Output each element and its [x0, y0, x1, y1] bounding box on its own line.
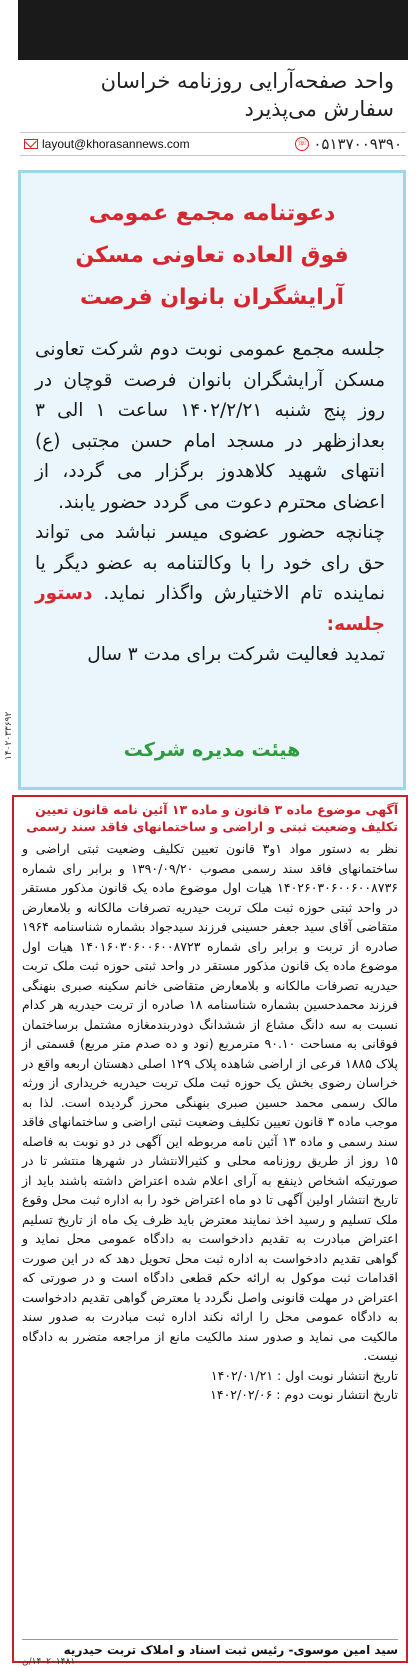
- notice-1-code: ۱۴۰۲۰۳۳۶۹۲: [4, 711, 14, 760]
- contact-row: [20, 132, 406, 156]
- second-publish-date: تاریخ انتشار نوبت دوم : ۱۴۰۲/۰۲/۰۶: [210, 1387, 398, 1402]
- registration-notice: [12, 795, 408, 1667]
- notice-body: [35, 335, 385, 671]
- phone-number: ۰۵۱۳۷۰۰۹۳۹۰: [313, 136, 402, 153]
- top-black-bar: [18, 0, 408, 60]
- notice-paragraph-2: چنانچه حضور عضوی میسر نباشد می تواند حق رای خود را با وکالتنامه به عضو دیگر یا نماینده تام الاختیارش واگذار نماید.: [35, 522, 385, 604]
- board-signature: هیئت مدیره شرکت: [123, 739, 301, 761]
- notice-title-line-3: آرایشگران بانوان فرصت: [79, 285, 345, 310]
- registry-signature: سید امین موسوی- رئیس ثبت اسناد و املاک تربت حیدریه: [22, 1639, 398, 1657]
- mail-icon: [24, 139, 38, 149]
- notice-2-code: ۱۴۰۲۰۱۴۸۱/ن: [22, 1657, 76, 1667]
- layout-ad-title: واحد صفحه‌آرایی روزنامه خراسان: [100, 69, 394, 93]
- agenda-label: دستور جلسه:: [35, 583, 385, 635]
- email-address: layout@khorasannews.com: [42, 137, 190, 151]
- layout-ad-subtitle: سفارش می‌پذیرد: [244, 97, 394, 121]
- registration-notice-title: آگهی موضوع ماده ۳ قانون و ماده ۱۳ آئین نامه قانون تعیین تکلیف وضعیت ثبتی و اراضی و ساختمانهای فاقد سند رسمی: [26, 802, 398, 834]
- notice-paragraph-1: جلسه مجمع عمومی نوبت دوم شرکت تعاونی مسکن آرایشگران بانوان فرصت قوچان در روز پنج شنبه ۱۴۰۲/۲/۲۱ ساعت ۱ الی ۳ بعدازظهر در مسجد امام حسن مجتبی (ع) انتهای شهید کلاهدوز برگزار می گردد، از اعضای محترم دعوت می گردد حضور یابند.: [35, 339, 385, 513]
- phone-icon: ☏: [295, 137, 309, 151]
- email-contact[interactable]: [20, 137, 190, 151]
- notice-title-line-1: دعوتنامه مجمع عمومی: [88, 201, 336, 226]
- registration-paragraph: نظر به دستور مواد ۱و۳ قانون تعیین تکلیف وضعیت ثبتی اراضی و ساختمانهای فاقد سند رسمی مصوب ۱۳۹۰/۰۹/۲۰ و برابر رای شماره ۱۴۰۲۶۰۳۰۶۰۰۶۰۰۸۷۳۶ هیات اول موضوع ماده یک قانون مذکور مستقر در واحد ثبتی حوزه ثبت ملک تربت حیدریه تصرفات مالکانه و بلامعارض متقاضی آقای سید جعفر حسینی فرزند سیدجواد بشماره شناسنامه ۱۹۶۴ صادره از تربت و برابر رای شماره ۱۴۰۱۶۰۳۰۶۰۰۶۰۰۸۷۲۳ هیات اول موضوع ماده یک قانون مذکور مستقر در واحد ثبتی حوزه ثبت ملک تربت حیدریه تصرفات مالکانه و بلامعارض متقاضی خانم سکینه صبری بنهنگی فرزند محمدحسین بشماره شناسنامه ۱۸ صادره از تربت حیدریه هر کدام نسبت به سه دانگ مشاع از ششدانگ دودربندمغازه مشتمل برساختمان فوقانی به مساحت ۹۰.۱۰ مترمربع (نود و ده صدم متر مربع) قسمتی از پلاک ۱۸۸۵ فرعی از اراضی شاهده پلاک ۱۲۹ اصلی دهستان اربعه واقع در خراسان رضوی بخش یک حوزه ثبت ملک تربت حیدریه خریداری از ورثه مالک رسمی محمد حسین صبری بنهنگی محرز گردیده است. لذا به موجب ماده ۳ قانون تعیین تکلیف وضعیت ثبتی اراضی و ساختمانهای فاقد سند رسمی و ماده ۱۳ آئین نامه مربوطه این آگهی در دو نوبت به فاصله ۱۵ روز از طریق روزنامه محلی و کثیرالانتشار در شهرها منتشر تا در صورتیکه اشخاص ذینفع به آرای اعلام شده اعتراض داشته باشند باید از تاریخ انتشار اولین آگهی تا دو ماه اعتراض خود را به اداره ثبت محل وقوع ملک تسلیم و رسید اخذ نمایند معترض باید ظرف یک ماه از تاریخ تسلیم اعتراض مبادرت به تقدیم دادخواست به دادگاه عمومی محل نماید و گواهی تقدیم دادخواست به اداره ثبت محل تحویل دهد که در این صورت اقدامات ثبت موکول به ارائه حکم قطعی دادگاه است و در صورتی که اعتراض در مهلت قانونی واصل نگردد یا معترض گواهی تقدیم دادخواست به دادگاه عمومی محل را ارائه نکند اداره ثبت مبادرت به صدور سند مالکیت می نماید و صدور سند مالکیت مانع از مراجعه متضرر به دادگاه نیست.: [22, 841, 399, 1363]
- agenda-item: تمدید فعالیت شرکت برای مدت ۳ سال: [87, 644, 385, 665]
- assembly-invitation-notice: [18, 170, 406, 790]
- registration-notice-body: [22, 839, 398, 1405]
- layout-service-ad: [14, 62, 412, 158]
- phone-contact[interactable]: [295, 135, 406, 153]
- first-publish-date: تاریخ انتشار نوبت اول : ۱۴۰۲/۰۱/۲۱: [210, 1367, 398, 1383]
- notice-title-line-2: فوق العاده تعاونی مسکن: [75, 243, 349, 268]
